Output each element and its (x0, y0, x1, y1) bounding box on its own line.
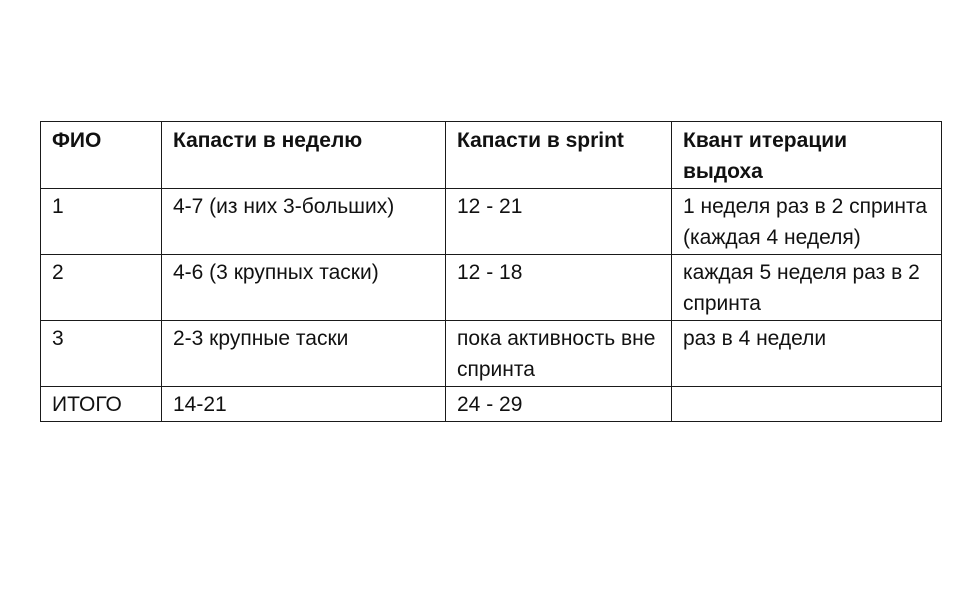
table-cell-capacity-week: 2-3 крупные таски (162, 321, 446, 387)
table-row (41, 255, 942, 321)
table-cell-fio: 2 (41, 255, 162, 321)
table-cell-capacity-sprint: 12 - 18 (446, 255, 672, 321)
table-cell-capacity-week: 14-21 (162, 387, 446, 422)
table-row (41, 189, 942, 255)
table-cell-rest-iteration (672, 387, 942, 422)
table-cell-fio: ИТОГО (41, 387, 162, 422)
table-cell-capacity-week: 4-7 (из них 3-больших) (162, 189, 446, 255)
header-rest-iteration: Квант итерации выдоха (672, 122, 942, 189)
header-fio: ФИО (41, 122, 162, 189)
table-total-row (41, 387, 942, 422)
table-cell-rest-iteration: раз в 4 недели (672, 321, 942, 387)
table-row (41, 321, 942, 387)
header-capacity-sprint: Капасти в sprint (446, 122, 672, 189)
header-capacity-week: Капасти в неделю (162, 122, 446, 189)
capacity-table (40, 121, 942, 422)
table-cell-rest-iteration: 1 неделя раз в 2 спринта (каждая 4 неделя) (672, 189, 942, 255)
table-cell-fio: 1 (41, 189, 162, 255)
table-cell-capacity-week: 4-6 (3 крупных таски) (162, 255, 446, 321)
table-cell-rest-iteration: каждая 5 неделя раз в 2 спринта (672, 255, 942, 321)
table-cell-capacity-sprint: 24 - 29 (446, 387, 672, 422)
table-header-row (41, 122, 942, 189)
table-cell-fio: 3 (41, 321, 162, 387)
table-cell-capacity-sprint: пока активность вне спринта (446, 321, 672, 387)
table-cell-capacity-sprint: 12 - 21 (446, 189, 672, 255)
